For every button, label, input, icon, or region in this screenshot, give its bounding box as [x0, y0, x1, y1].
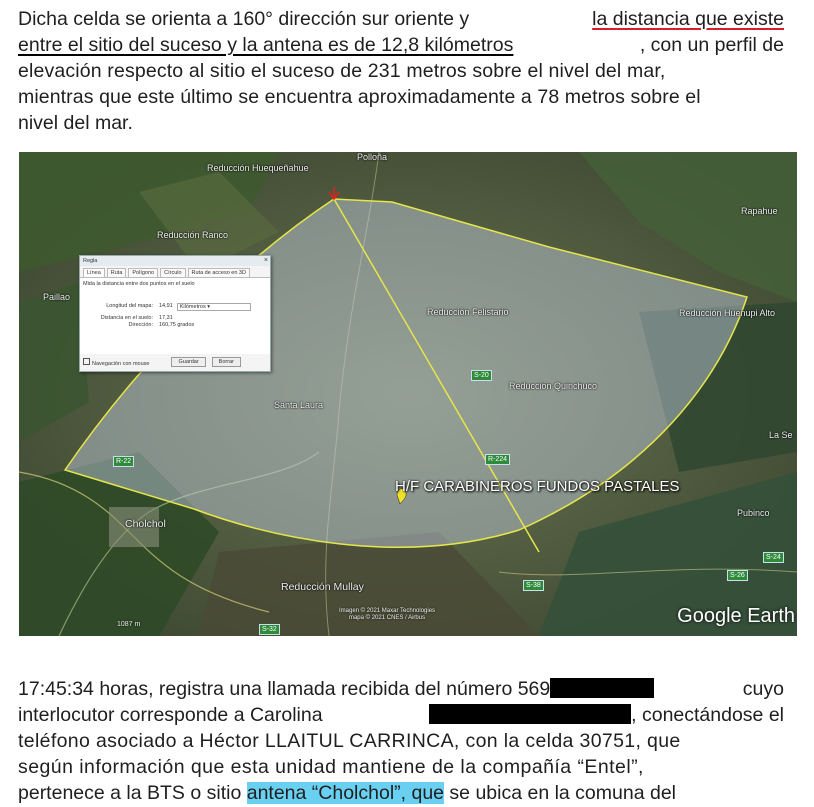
road-badge: R-22 [113, 456, 134, 467]
checkbox-icon [83, 358, 90, 365]
redacted-phone [550, 678, 654, 698]
save-button[interactable]: Guardar [171, 357, 205, 367]
paragraph-2-line-2 [18, 702, 784, 728]
road-badge: S-38 [523, 580, 544, 591]
text: Dicha celda se orienta a 160° dirección sur oriente y [18, 8, 475, 30]
place-label: La Se [769, 430, 793, 440]
unit-select-value: Kilómetros [179, 304, 206, 310]
paragraph-1-line-2 [18, 32, 784, 58]
place-label: Reducción Ranco [157, 230, 229, 240]
tab-line[interactable]: Línea [83, 268, 105, 277]
road-badge: S-24 [763, 552, 784, 563]
incident-site-label: H/F CARABINEROS FUNDOS PASTALES [395, 478, 680, 495]
paragraph-2 [18, 676, 784, 806]
paragraph-2-line-5 [18, 780, 784, 806]
tab-3d-path[interactable]: Ruta de acceso en 3D [188, 268, 250, 277]
paragraph-1 [18, 6, 784, 136]
text: , con un perfil de [639, 34, 784, 56]
paragraph-2-line-1 [18, 676, 784, 702]
ruler-dialog [79, 255, 271, 372]
imagery-credit [339, 608, 435, 622]
highlighted-text: antena “Cholchol”, que [246, 782, 445, 804]
map-terrain [19, 152, 797, 636]
text: 17:45:34 horas, registra una llamada recibida del número 569 [18, 678, 551, 700]
clear-button[interactable]: Borrar [212, 357, 241, 367]
road-badge: S-32 [259, 624, 280, 635]
ruler-tabs [80, 266, 270, 277]
unit-select[interactable]: Kilómetros ▾ [177, 303, 251, 311]
place-label: Reducción Quinchuco [509, 381, 598, 391]
place-label: Reducción Huenupi Alto [679, 308, 776, 318]
place-label: Rapahue [741, 206, 778, 216]
length-label: Longitud del mapa: [106, 303, 153, 309]
heading-label: Dirección: [128, 322, 153, 328]
ground-distance-value: 17,31 [159, 315, 173, 321]
heading-value: 160,75 grados [159, 322, 195, 328]
redacted-name [429, 704, 631, 724]
credit-line: Imagen © 2021 Maxar Technologies [339, 608, 436, 614]
text: cuyo [742, 678, 784, 700]
tab-polygon[interactable]: Polígono [128, 268, 158, 277]
place-label: Reducción Felistario [427, 307, 509, 317]
black-underlined-text: entre el sitio del suceso y la antena es de 12,8 kilómetros [18, 34, 514, 56]
paragraph-1-line-3: elevación respecto al sitio el suceso de 231 metros sobre el nivel del mar, [18, 60, 666, 82]
place-label: Pubinco [737, 508, 770, 518]
paragraph-1-line-4: mientras que este último se encuentra aproximadamente a 78 metros sobre el [18, 86, 701, 108]
road-badge: S-20 [471, 370, 492, 381]
google-earth-map [19, 152, 797, 636]
text: pertenece a la BTS o sitio [18, 782, 247, 804]
place-label: Cholchol [125, 518, 166, 530]
google-earth-logo: Google Earth [677, 605, 795, 627]
scale-bar: 1087 m [117, 621, 141, 628]
paragraph-2-line-4: según información que esta unidad mantiene de la compañía “Entel”, [18, 756, 644, 778]
paragraph-1-line-5: nivel del mar. [18, 112, 133, 134]
tab-path[interactable]: Ruta [107, 268, 127, 277]
ground-distance-label: Distancia en el suelo: [100, 315, 153, 321]
paragraph-2-line-3: teléfono asociado a Héctor LLAITUL CARRINCA, con la celda 30751, que [18, 730, 681, 752]
text: , conectándose el [631, 704, 784, 726]
mouse-navigation-checkbox[interactable] [83, 358, 149, 367]
ruler-body [80, 277, 270, 354]
length-value: 14,91 [159, 303, 173, 309]
place-label: Reducción Huequeñahue [207, 163, 309, 173]
ruler-description: Mida la distancia entre dos puntos en el suelo [83, 281, 195, 287]
place-label: Polloña [357, 152, 388, 162]
paragraph-1-line-1 [18, 6, 784, 32]
mouse-navigation-label: Navegación con mouse [92, 360, 150, 367]
road-badge: R-224 [485, 454, 510, 465]
ruler-dialog-title: Regla [80, 256, 270, 266]
text: se ubica en la comuna del [444, 782, 676, 804]
text: interlocutor corresponde a Carolina [18, 704, 323, 726]
close-icon[interactable]: × [263, 257, 268, 264]
red-underlined-text: la distancia que existe [592, 8, 784, 30]
tab-circle[interactable]: Círculo [160, 268, 185, 277]
road-badge: S-26 [727, 570, 748, 581]
place-label: Reducción Mullay [281, 581, 364, 593]
ruler-footer [80, 354, 270, 370]
credit-line: mapa © 2021 CNES / Airbus [348, 615, 426, 621]
place-label: Santa Laura [274, 400, 324, 410]
place-label: Paillao [43, 292, 71, 302]
